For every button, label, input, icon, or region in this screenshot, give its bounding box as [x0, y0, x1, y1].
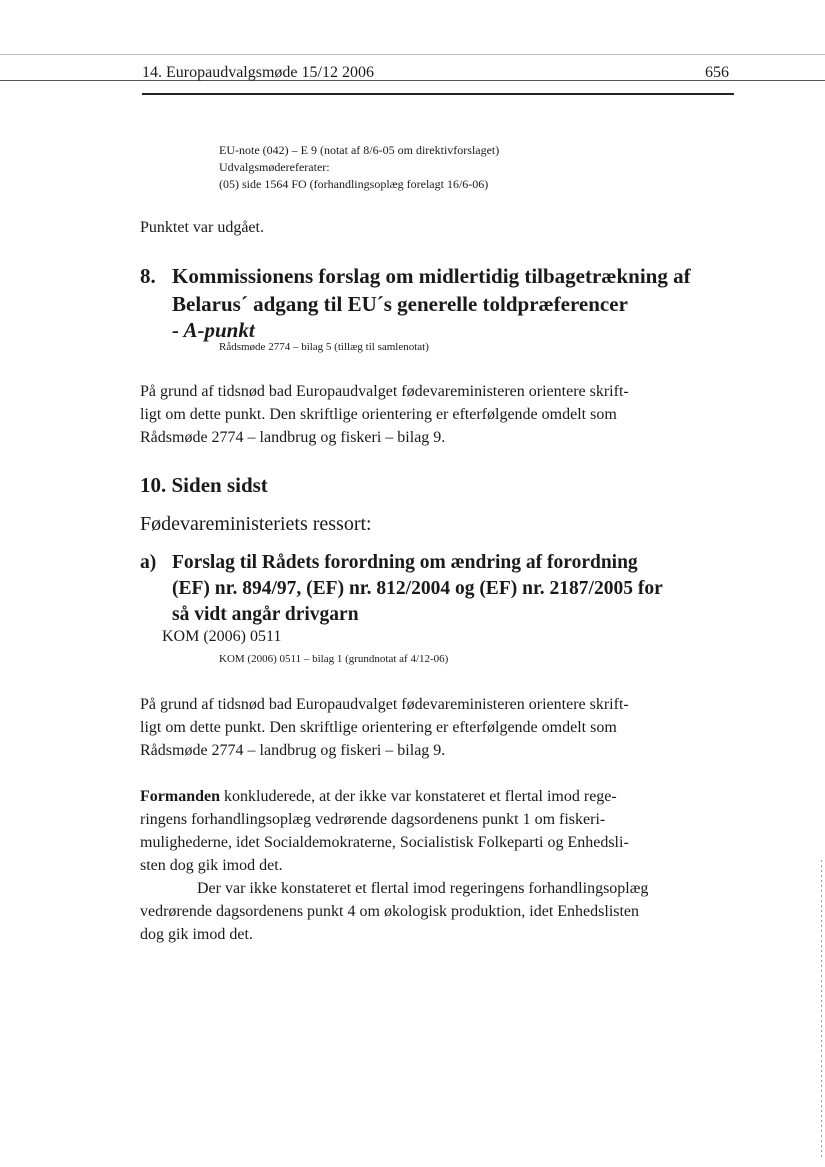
header-rule	[0, 80, 825, 81]
item-a-label: a)	[140, 552, 157, 573]
item-a-title-line2: (EF) nr. 894/97, (EF) nr. 812/2004 og (EF) nr. 2187/2005 for	[172, 578, 663, 599]
section-10-para-line3: Rådsmøde 2774 – landbrug og fiskeri – bilag 9.	[140, 742, 446, 759]
section-8-para-line2: ligt om dette punkt. Den skriftlige orientering er efterfølgende omdelt som	[140, 406, 617, 423]
conclusion-line3: mulighederne, idet Socialdemokraterne, Socialistisk Folkeparti og Enhedsli-	[140, 834, 629, 851]
section-8-title-line2: Belarus´ adgang til EU´s generelle toldpræferencer	[172, 292, 628, 316]
item-a-kom-reference: KOM (2006) 0511 – bilag 1 (grundnotat af 4/12-06)	[219, 653, 449, 665]
section-10-para-line1: På grund af tidsnød bad Europaudvalget fødevareministeren orientere skrift-	[140, 696, 629, 713]
conclusion-line6: vedrørende dagsordenens punkt 4 om økologisk produktion, idet Enhedslisten	[140, 903, 640, 920]
conclusion-line5: Der var ikke konstateret et flertal imod regeringens forhandlingsoplæg	[197, 880, 649, 897]
scan-edge-artifact	[821, 860, 822, 1160]
conclusion-line4: sten dog gik imod det.	[140, 857, 283, 874]
item-a-title-line1: Forslag til Rådets forordning om ændring af forordning	[172, 552, 638, 573]
conclusion-line2: ringens forhandlingsoplæg vedrørende dagsordenens punkt 1 om fiskeri-	[140, 811, 606, 828]
status-text: Punktet var udgået.	[140, 219, 264, 236]
page-number: 656	[705, 64, 729, 81]
reference-minutes-label: Udvalgsmødereferater:	[219, 160, 330, 174]
conclusion-line1	[140, 786, 617, 808]
conclusion-line7: dog gik imod det.	[140, 926, 253, 943]
header-top-rule	[0, 54, 825, 55]
item-a-title-line3: så vidt angår drivgarn	[172, 604, 359, 625]
reference-minutes-item: (05) side 1564 FO (forhandlingsoplæg forelagt 16/6-06)	[219, 177, 489, 191]
section-8-subtitle: - A-punkt	[172, 318, 255, 342]
conclusion-chairman: Formanden	[140, 788, 220, 805]
section-8-title-line1: Kommissionens forslag om midlertidig tilbagetrækning af	[172, 264, 691, 288]
section-8-reference: Rådsmøde 2774 – bilag 5 (tillæg til samlenotat)	[219, 341, 429, 353]
item-a-kom: KOM (2006) 0511	[162, 628, 282, 645]
section-10-para-line2: ligt om dette punkt. Den skriftlige orientering er efterfølgende omdelt som	[140, 719, 617, 736]
ministry-heading: Fødevareministeriets ressort:	[140, 513, 372, 535]
section-10-heading: 10. Siden sidst	[140, 473, 268, 497]
section-8-para-line3: Rådsmøde 2774 – landbrug og fiskeri – bilag 9.	[140, 429, 446, 446]
running-header-title: 14. Europaudvalgsmøde 15/12 2006	[142, 64, 374, 81]
header-rule-bold	[142, 93, 734, 95]
section-8-para-line1: På grund af tidsnød bad Europaudvalget fødevareministeren orientere skrift-	[140, 383, 629, 400]
conclusion-line1-text: konkluderede, at der ikke var konstateret et flertal imod rege-	[220, 788, 617, 805]
section-8-number: 8.	[140, 264, 156, 288]
reference-eu-note: EU-note (042) – E 9 (notat af 8/6-05 om direktivforslaget)	[219, 143, 500, 157]
